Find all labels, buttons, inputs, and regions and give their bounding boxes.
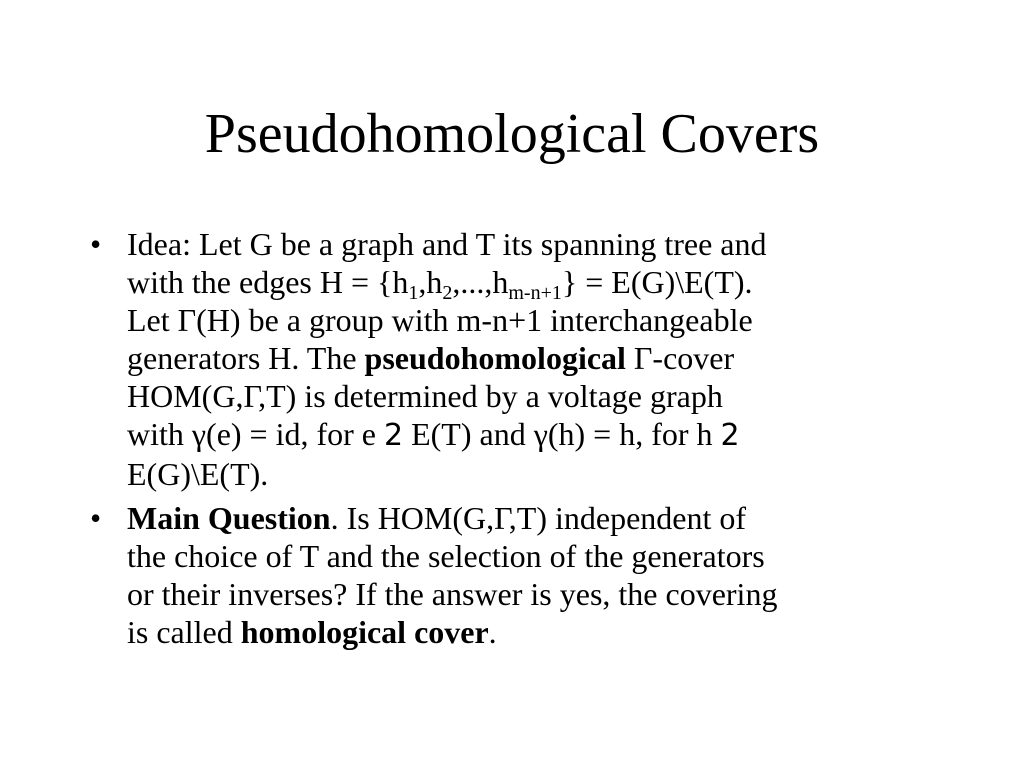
bullet-idea-line-4 <box>127 339 962 377</box>
bullet-question-line-2: the choice of T and the selection of the generators <box>127 538 765 574</box>
text-run: with γ(e) = id, for e <box>127 416 384 452</box>
bullet-main-question <box>82 499 962 651</box>
bullet-idea-line-2 <box>127 263 962 304</box>
text-run: Γ-cover <box>625 340 735 376</box>
text-run: generators H. The <box>127 340 365 376</box>
text-run: ,...,h <box>452 264 509 300</box>
subscript: 2 <box>442 282 453 304</box>
text-run: ,h <box>418 264 443 300</box>
text-run: . <box>488 614 497 650</box>
text-run: is called <box>127 614 241 650</box>
element-of-symbol: 2 <box>384 418 404 453</box>
bullet-question-line-1 <box>127 499 962 537</box>
term-pseudohomological: pseudohomological <box>364 340 626 376</box>
text-run: . Is HOM(G,Γ,T) independent of <box>330 500 747 536</box>
bullet-idea-line-3: Let Γ(H) be a group with m-n+1 interchangeable <box>127 302 753 338</box>
bullet-list <box>82 225 962 657</box>
text-run: } = E(G)\E(T). <box>561 264 753 300</box>
text-run: E(T) and γ(h) = h, for h <box>403 416 721 452</box>
term-homological-cover: homological cover <box>240 614 489 650</box>
element-of-symbol: 2 <box>720 418 740 453</box>
subscript: m-n+1 <box>508 282 562 304</box>
bullet-dot-icon: • <box>90 500 102 536</box>
text-run: with the edges H = {h <box>127 264 409 300</box>
subscript: 1 <box>408 282 419 304</box>
bullet-idea-line-7: E(G)\E(T). <box>127 456 269 492</box>
bullet-question-line-4 <box>127 613 962 651</box>
bullet-idea <box>82 225 962 493</box>
bullet-dot-icon: • <box>90 226 102 262</box>
bullet-idea-line-5: HOM(G,Γ,T) is determined by a voltage graph <box>127 378 723 414</box>
bullet-idea-line-6 <box>127 415 962 455</box>
slide-title: Pseudohomological Covers <box>204 103 820 165</box>
bullet-question-line-3: or their inverses? If the answer is yes, the covering <box>127 576 778 612</box>
bullet-idea-line-1: Idea: Let G be a graph and T its spanning tree and <box>127 226 767 262</box>
term-main-question: Main Question <box>127 500 331 536</box>
